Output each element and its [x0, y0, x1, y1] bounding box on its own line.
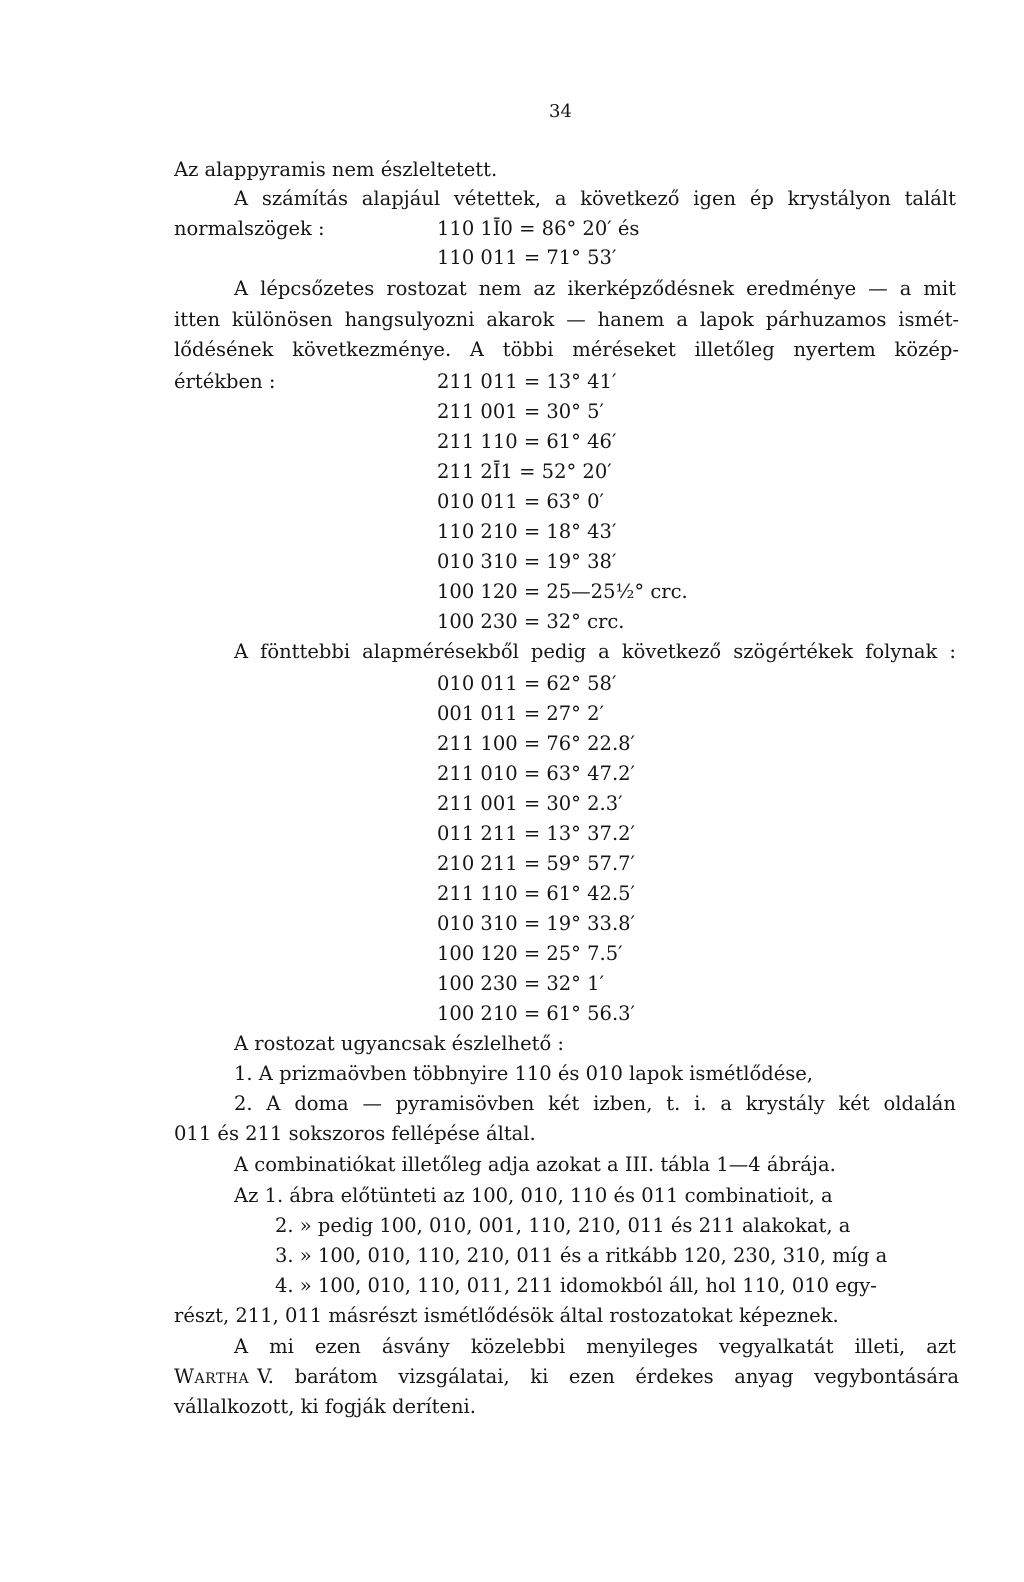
measured-angle-row: 211 001 = 30° 5′ — [437, 400, 604, 423]
calculated-angle-row: 100 230 = 32° 1′ — [437, 972, 604, 995]
paragraph-line: itten különösen hangsulyozni akarok — hanem a lapok párhuzamos ismét- — [174, 308, 959, 331]
closing-line-2 — [174, 1367, 959, 1387]
base-angle-row: 110 011 = 71° 53′ — [437, 246, 617, 269]
measured-angle-row: 211 110 = 61° 46′ — [437, 430, 617, 453]
calculated-angle-row: 211 100 = 76° 22.8′ — [437, 732, 635, 755]
intro-line-2: A számítás alapjául vétettek, a következő igen ép krystályon talált — [234, 187, 956, 210]
page-number: 34 — [549, 101, 572, 122]
calculated-intro: A fönttebbi alapmérésekből pedig a következő szögértékek folynak : — [234, 640, 956, 663]
paragraph-line: A lépcsőzetes rostozat nem az ikerképződésnek eredménye — a mit — [234, 277, 956, 300]
figure-4-cont: részt, 211, 011 másrészt ismétlődésök által rostozatokat képeznek. — [174, 1304, 839, 1327]
closing-line-3: vállalkozott, ki fogják deríteni. — [174, 1395, 476, 1418]
measured-angle-row: 100 230 = 32° crc. — [437, 610, 625, 633]
base-angle-row: 110 1Ī0 = 86° 20′ és — [437, 217, 640, 240]
measured-label: értékben : — [174, 370, 276, 393]
measured-angle-row: 110 210 = 18° 43′ — [437, 520, 617, 543]
calculated-angle-row: 211 001 = 30° 2.3′ — [437, 792, 623, 815]
measured-angle-row: 211 011 = 13° 41′ — [437, 370, 617, 393]
striation-item-2-cont: 011 és 211 sokszoros fellépése által. — [174, 1122, 536, 1145]
author-name: Wartha — [174, 1365, 250, 1388]
measured-angle-row: 211 2Ī1 = 52° 20′ — [437, 460, 612, 483]
measured-angle-row: 010 310 = 19° 38′ — [437, 550, 617, 573]
calculated-angle-row: 001 011 = 27° 2′ — [437, 702, 604, 725]
striation-item-1: 1. A prizmaövben többnyire 110 és 010 lapok ismétlődése, — [234, 1062, 814, 1085]
paragraph-line: lődésének következménye. A többi méréseket illetőleg nyertem közép- — [174, 338, 959, 361]
measured-angle-row: 010 011 = 63° 0′ — [437, 490, 604, 513]
calculated-angle-row: 100 210 = 61° 56.3′ — [437, 1002, 635, 1025]
figure-4-line: 4. » 100, 010, 110, 011, 211 idomokból áll, hol 110, 010 egy- — [275, 1274, 877, 1297]
closing-line-1: A mi ezen ásvány közelebbi menyileges vegyalkatát illeti, azt — [234, 1335, 956, 1358]
measured-angle-row: 100 120 = 25—25½° crc. — [437, 580, 688, 603]
calculated-angle-row: 100 120 = 25° 7.5′ — [437, 942, 623, 965]
calculated-angle-row: 211 010 = 63° 47.2′ — [437, 762, 635, 785]
striation-item-2: 2. A doma — pyramisövben két izben, t. i. a krystály két oldalán — [234, 1092, 956, 1115]
calculated-angle-row: 210 211 = 59° 57.7′ — [437, 852, 635, 875]
figure-2-line: 2. » pedig 100, 010, 001, 110, 210, 011 és 211 alakokat, a — [275, 1214, 851, 1237]
intro-line-1: Az alappyramis nem észleltetett. — [174, 158, 498, 181]
base-angles-label: normalszögek : — [174, 217, 325, 240]
figure-3-line: 3. » 100, 010, 110, 210, 011 és a ritkább 120, 230, 310, míg a — [275, 1244, 888, 1267]
calculated-angle-row: 010 310 = 19° 33.8′ — [437, 912, 635, 935]
striation-heading: A rostozat ugyancsak észlelhető : — [234, 1032, 564, 1055]
closing-line-2-rest: V. barátom vizsgálatai, ki ezen érdekes anyag vegybontására — [257, 1365, 959, 1388]
calculated-angle-row: 211 110 = 61° 42.5′ — [437, 882, 635, 905]
figure-1-line: Az 1. ábra előtünteti az 100, 010, 110 és 011 combinatioit, a — [234, 1184, 833, 1207]
combinations-intro: A combinatiókat illetőleg adja azokat a III. tábla 1—4 ábrája. — [234, 1153, 836, 1176]
calculated-angle-row: 010 011 = 62° 58′ — [437, 672, 617, 695]
calculated-angle-row: 011 211 = 13° 37.2′ — [437, 822, 635, 845]
